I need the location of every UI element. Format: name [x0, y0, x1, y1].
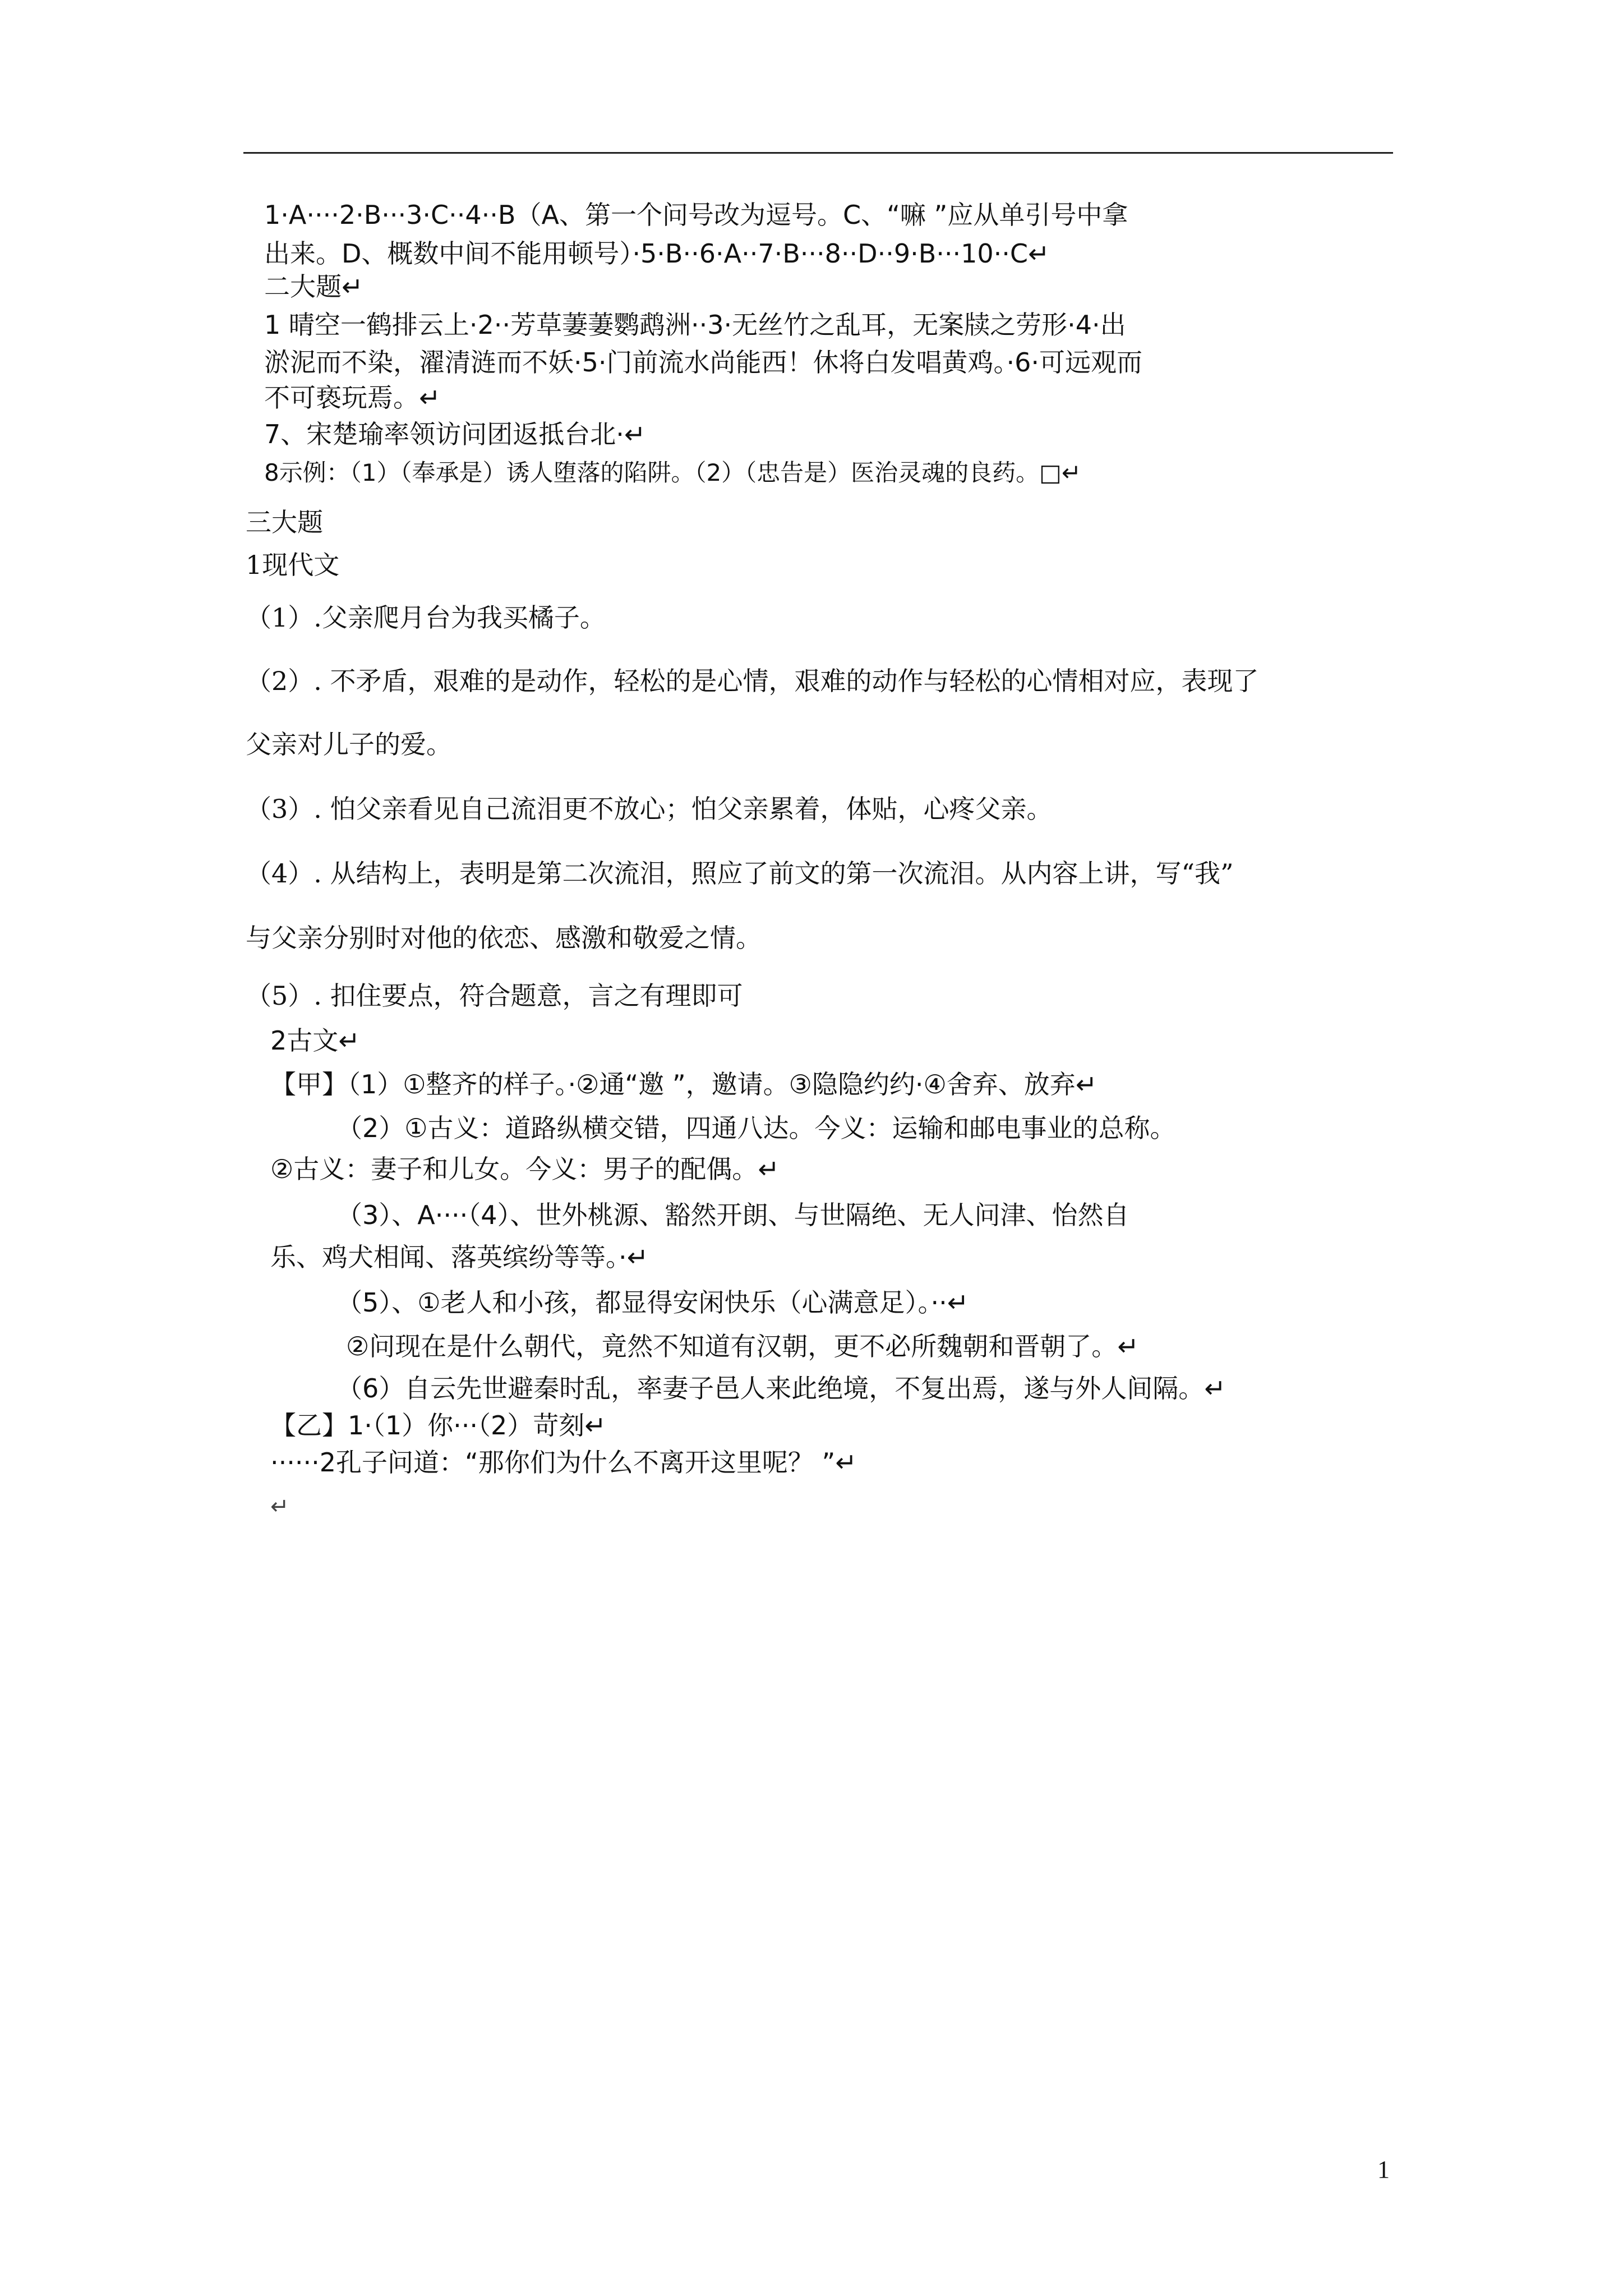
jia-line-4: （3）、A····（4）、世外桃源、豁然开朗、与世隔绝、无人问津、怡然自 — [336, 1200, 1129, 1230]
modern-q4-line-1: （4）. 从结构上，表明是第二次流泪，照应了前文的第一次流泪。从内容上讲，写“我” — [246, 858, 1234, 889]
modern-q2-line-1: （2）. 不矛盾，艰难的是动作，轻松的是心情，艰难的动作与轻松的心情相对应，表现了 — [246, 666, 1259, 696]
section-3-heading: 三大题 — [246, 507, 323, 537]
page-number: 1 — [1377, 2156, 1390, 2183]
jia-line-5: 乐、鸡犬相闻、落英缤纷等等。·↵ — [270, 1242, 649, 1272]
jia-line-8: （6）自云先世避秦时乱，率妻子邑人来此绝境，不复出焉，遂与外人间隔。↵ — [336, 1373, 1226, 1404]
jia-line-1: 【甲】（1）①整齐的样子。·②通“邀 ”，邀请。③隐隐约约·④舍弃、放弃↵ — [270, 1069, 1098, 1099]
yi-line-2: ······2孔子问道：“那你们为什么不离开这里呢？ ”↵ — [270, 1447, 857, 1478]
part2-line-4: 7、宋楚瑜率领访问团返抵台北·↵ — [264, 419, 646, 449]
jia-line-2: （2）①古义：道路纵横交错，四通八达。今义：运输和邮电事业的总称。 — [336, 1113, 1176, 1143]
header-rule — [243, 152, 1393, 154]
modern-q4-line-2: 与父亲分别时对他的依恋、感激和敬爱之情。 — [246, 923, 762, 953]
part2-line-3: 不可亵玩焉。↵ — [264, 383, 441, 413]
part2-line-5: 8示例：（1）（奉承是）诱人堕落的陷阱。（2）（忠告是）医治灵魂的良药。□↵ — [264, 459, 1082, 486]
end-paragraph-mark: ↵ — [270, 1494, 289, 1520]
section-2-heading: 二大题↵ — [264, 272, 363, 302]
modern-q5: （5）. 扣住要点，符合题意，言之有理即可 — [246, 981, 743, 1011]
part2-line-1: 1 晴空一鹤排云上·2··芳草萋萋鹦鹉洲··3·无丝竹之乱耳，无案牍之劳形·4·出 — [264, 310, 1126, 340]
mc-answers-line-1: 1·A····2·B···3·C··4··B（A、第一个问号改为逗号。C、“嘛 ”应从单引号中拿 — [264, 200, 1128, 230]
yi-line-1: 【乙】1·（1）你···（2）苛刻↵ — [270, 1410, 606, 1441]
jia-line-7: ②问现在是什么朝代，竟然不知道有汉朝，更不必所魏朝和晋朝了。↵ — [346, 1331, 1139, 1361]
modern-text-heading: 1现代文 — [246, 550, 340, 580]
jia-line-6: （5）、①老人和小孩，都显得安闲快乐（心满意足）。··↵ — [336, 1287, 969, 1318]
modern-q1: （1）.父亲爬月台为我买橘子。 — [246, 602, 606, 633]
modern-q2-line-2: 父亲对儿子的爱。 — [246, 729, 452, 760]
part2-line-2: 淤泥而不染，濯清涟而不妖·5·门前流水尚能西！休将白发唱黄鸡。·6·可远观而 — [264, 347, 1143, 378]
mc-answers-line-2: 出来。D、概数中间不能用顿号）·5·B··6·A··7·B···8··D··9·B···10··C↵ — [264, 238, 1050, 269]
modern-q3: （3）. 怕父亲看见自己流泪更不放心；怕父亲累着，体贴，心疼父亲。 — [246, 794, 1053, 824]
classical-text-heading: 2古文↵ — [270, 1025, 360, 1056]
jia-line-3: ②古义：妻子和儿女。今义：男子的配偶。↵ — [270, 1154, 780, 1184]
